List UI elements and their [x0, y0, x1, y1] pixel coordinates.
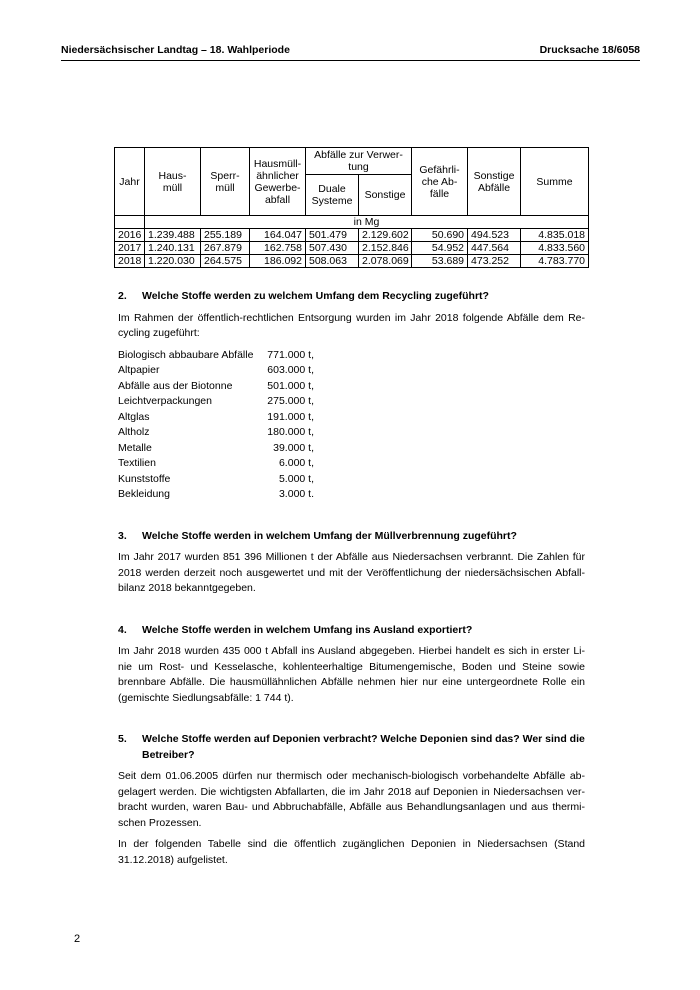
question-2: 2. Welche Stoffe werden zu welchem Umfang dem Recycling zugeführt?: [118, 290, 489, 302]
list-item: Abfälle aus der Biotonne 501.000 t,: [118, 379, 314, 392]
header-right: Drucksache 18/6058: [539, 44, 640, 56]
list-item: Bekleidung 3.000 t.: [118, 488, 314, 500]
table-row: 2017 1.240.131 267.879 162.758 507.430 2.152.846 54.952 447.564 4.833.560: [115, 242, 589, 255]
unit-row: in Mg: [145, 216, 589, 229]
col-sonstige: Sonstige: [359, 175, 412, 216]
col-gefaehrlich: Gefährli- che Ab- fälle: [412, 148, 468, 216]
col-duale-systeme: Duale Systeme: [306, 175, 359, 216]
list-item: Metalle 39.000 t,: [118, 441, 314, 454]
table-row: 2016 1.239.488 255.189 164.047 501.479 2.129.602 50.690 494.523 4.835.018: [115, 229, 589, 242]
list-item: Biologisch abbaubare Abfälle 771.000 t,: [118, 348, 314, 361]
answer-3: Im Jahr 2017 wurden 851 396 Millionen t der Abfälle aus Niedersachsen verbrannt. Die Zahlen für 2018 werden derzeit noch ausgewertet und mit der Veröffentlichung der niedersächsischen Abfall-bilanz 2018 bekanntgegeben.: [118, 551, 585, 594]
question-3: 3. Welche Stoffe werden in welchem Umfang der Müllverbrennung zugeführt?: [118, 529, 517, 542]
list-item: Altholz 180.000 t,: [118, 426, 314, 438]
list-item: Altglas 191.000 t,: [118, 410, 314, 423]
col-sperrmuell: Sperr- müll: [201, 148, 250, 216]
answer-2: Im Rahmen der öffentlich-rechtlichen Entsorgung wurden im Jahr 2018 folgende Abfälle dem Re-cycling zugeführt:: [118, 311, 585, 339]
content: [118, 289, 585, 868]
page-header: [61, 38, 640, 61]
col-summe: Summe: [521, 148, 589, 216]
waste-table: [114, 147, 589, 268]
answer-5-table-intro: In der folgenden Tabelle sind die öffentlich zugänglichen Deponien in Niedersachsen (Stand 31.12.2018) aufgelistet.: [118, 838, 585, 866]
question-5: 5. Welche Stoffe werden auf Deponien verbracht? Welche Deponien sind das? Wer sind die Betreiber?: [118, 733, 585, 761]
header-left: Niedersächsischer Landtag – 18. Wahlperiode: [61, 44, 290, 56]
question-4: 4. Welche Stoffe werden in welchem Umfang ins Ausland exportiert?: [118, 623, 473, 636]
answer-5: Seit dem 01.06.2005 dürfen nur thermisch oder mechanisch-biologisch vorbehandelte Abfälle ab-gelagert werden. Die wichtigsten Abfallarten, die im Jahr 2018 auf Deponien in Niedersachsen ver-bracht wurden, waren Bau- und Abbruchabfälle, Abfälle aus Behandlungsanlagen und aus thermi-schen Prozessen.: [118, 770, 585, 829]
list-item: Kunststoffe 5.000 t,: [118, 472, 314, 485]
recycling-list: [118, 348, 585, 503]
col-gewerbeabfall: Hausmüll- ähnlicher Gewerbe- abfall: [250, 148, 306, 216]
col-sonstige-abfaelle: Sonstige Abfälle: [468, 148, 521, 216]
page-number: 2: [74, 933, 81, 945]
list-item: Leichtverpackungen 275.000 t,: [118, 395, 314, 407]
list-item: Altpapier 603.000 t,: [118, 364, 314, 376]
col-jahr: Jahr: [115, 148, 145, 216]
col-hausmuell: Haus- müll: [145, 148, 201, 216]
table-row: 2018 1.220.030 264.575 186.092 508.063 2.078.069 53.689 473.252 4.783.770: [115, 255, 589, 268]
col-verwertung: Abfälle zur Verwer- tung: [306, 148, 412, 175]
answer-4: Im Jahr 2018 wurden 435 000 t Abfall ins Ausland abgegeben. Hierbei handelt es sich in erster Li-nie um Rost- und Kesselasche, kohlenteerhaltige Bitumengemische, Boden und Steine sowie brennbare Abfälle. Die hausmüllähnlichen Abfälle nehmen hier nur eine untergeordnete Rolle ein (gemischte Siedlungsabfälle: 1 744 t).: [118, 645, 585, 704]
list-item: Textilien 6.000 t,: [118, 457, 314, 469]
